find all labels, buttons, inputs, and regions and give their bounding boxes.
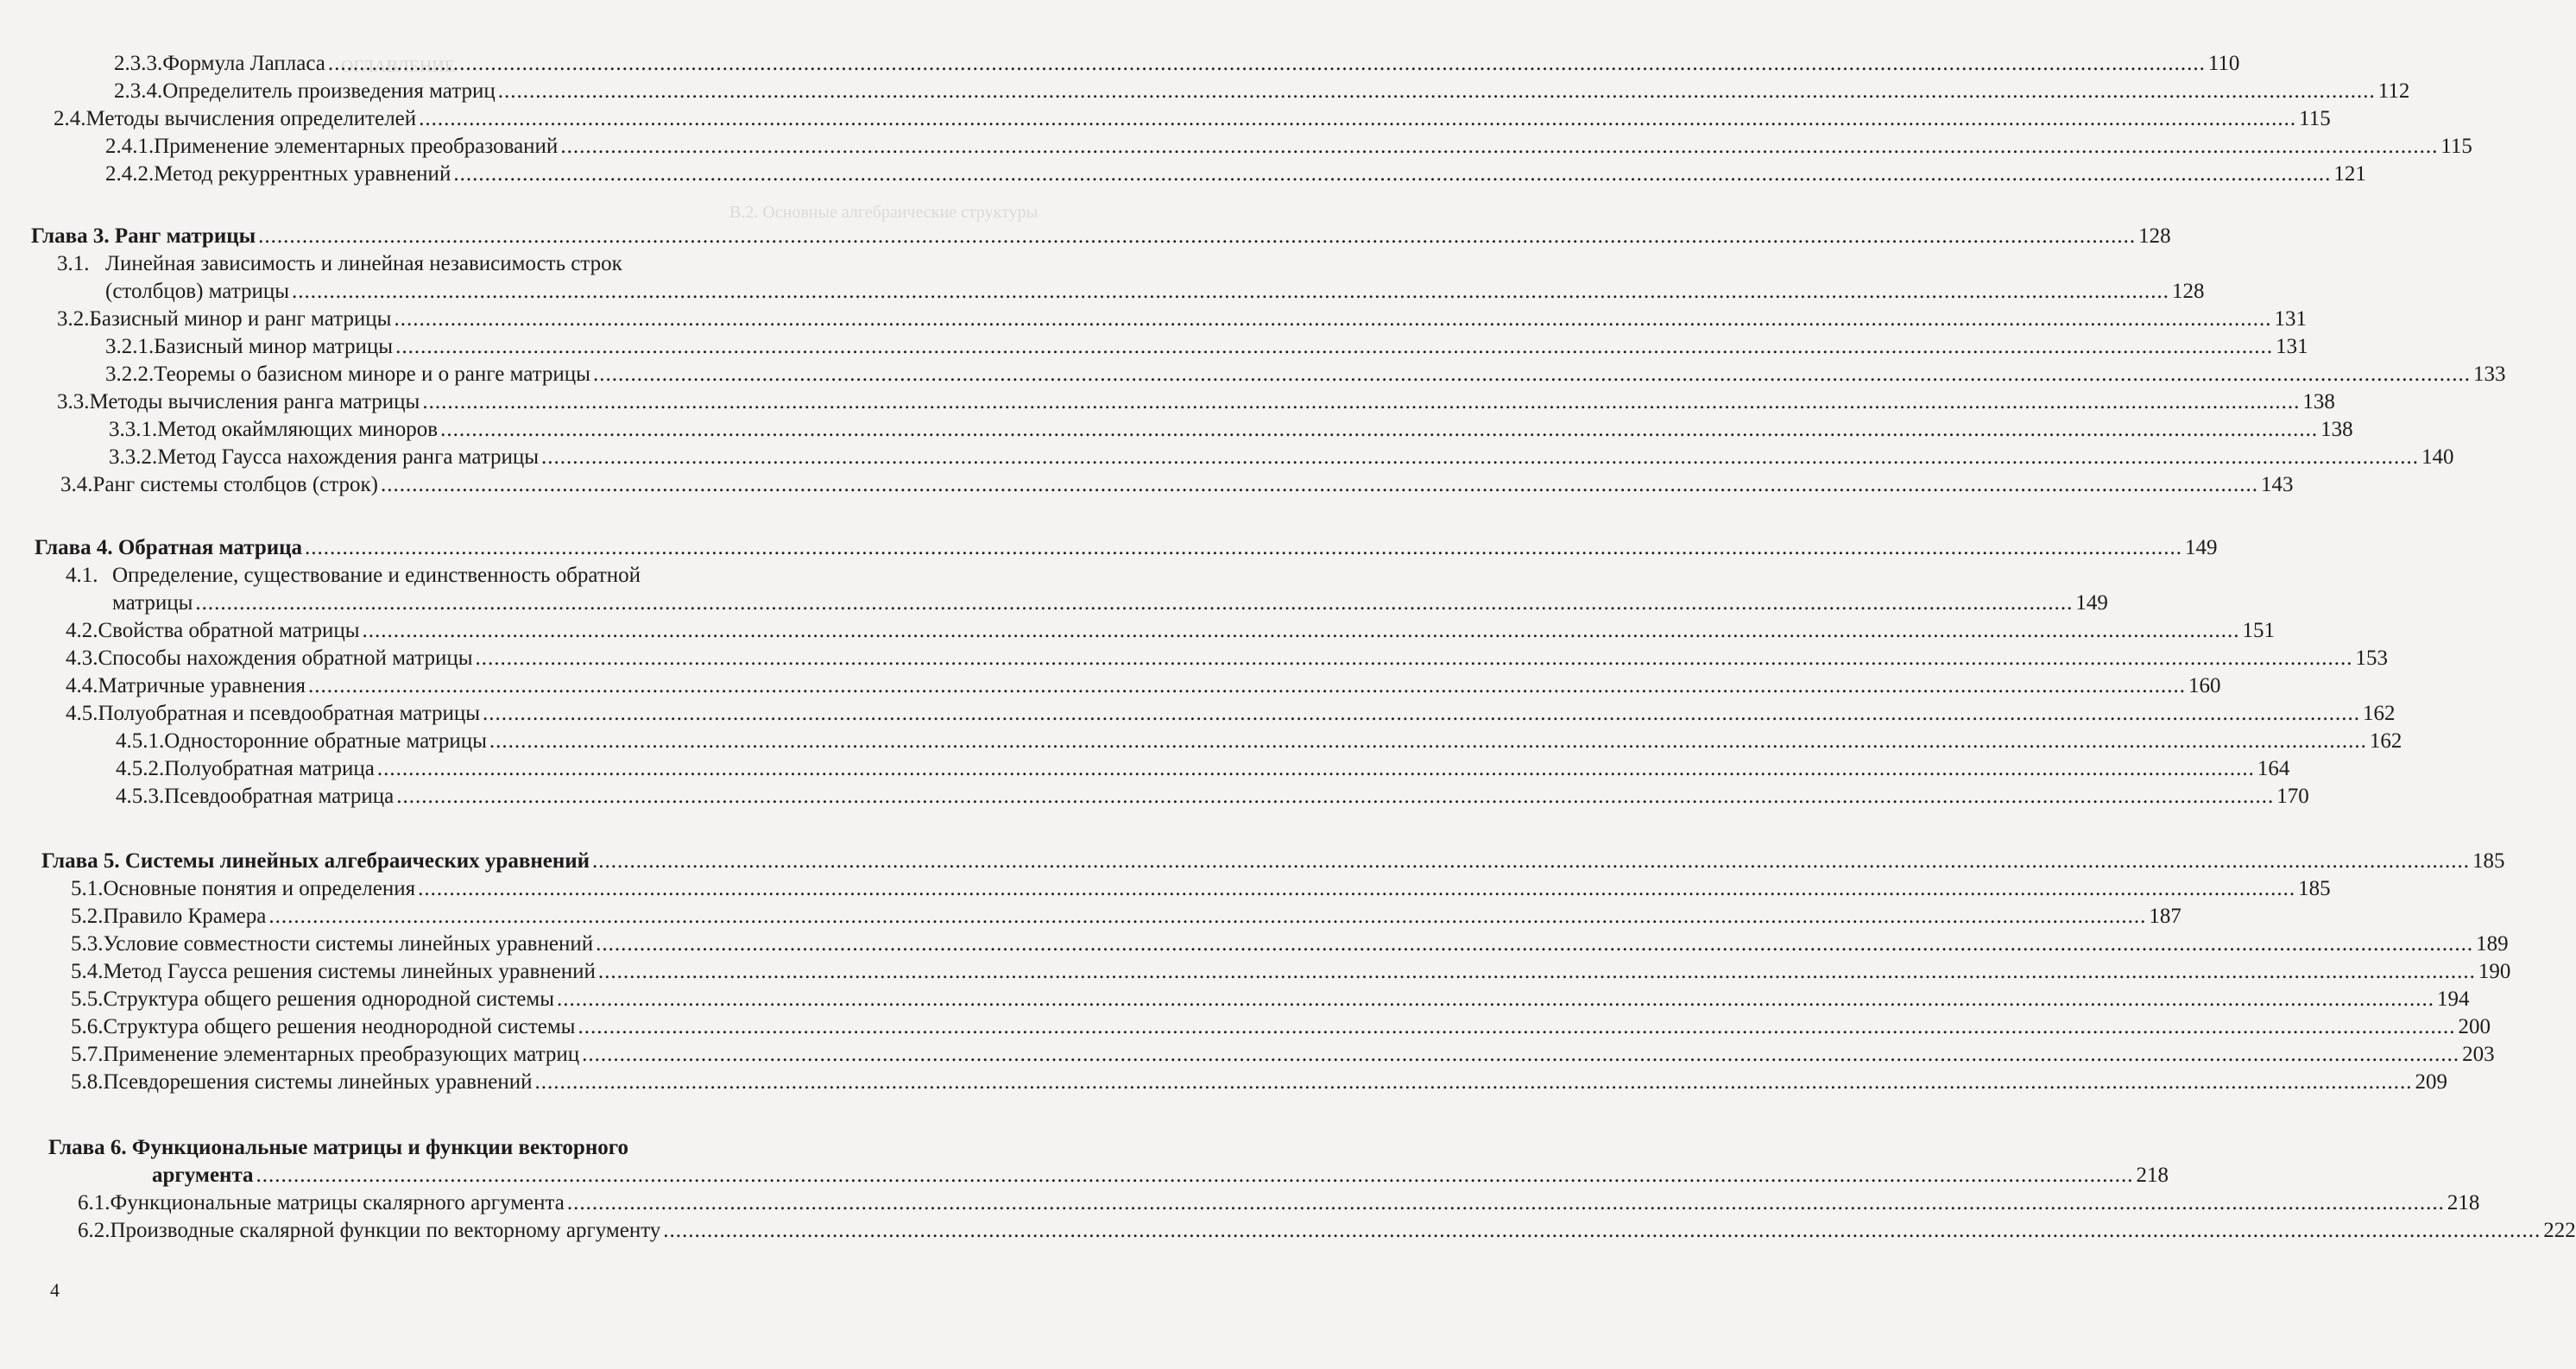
toc-entry-number: 6.2. xyxy=(78,1219,110,1242)
toc-entry-page: 115 xyxy=(2299,107,2331,130)
dot-leader xyxy=(377,755,2255,783)
dot-leader xyxy=(418,875,2295,903)
toc-entry[interactable] xyxy=(66,617,2276,645)
toc-entry-number: 3.3.1. xyxy=(109,418,158,441)
toc-chapter[interactable] xyxy=(152,1162,2169,1189)
dot-leader xyxy=(256,1162,2134,1189)
toc-entry[interactable] xyxy=(60,471,2294,499)
toc-entry[interactable] xyxy=(109,416,2353,444)
toc-entry[interactable] xyxy=(114,78,2410,105)
toc-entry-number: 2.4. xyxy=(54,107,86,130)
page-number: 4 xyxy=(50,1279,60,1301)
toc-entry[interactable] xyxy=(116,755,2290,783)
toc-entry-title: Формула Лапласа xyxy=(162,52,325,75)
toc-entry-number: 3.2.2. xyxy=(105,363,155,386)
toc-entry-page: 162 xyxy=(2369,729,2402,753)
toc-entry-page: 209 xyxy=(2415,1070,2448,1094)
toc-entry[interactable] xyxy=(54,105,2331,133)
toc-entry-page: 133 xyxy=(2472,363,2506,386)
toc-entry-title: Основные понятия и определения xyxy=(103,877,416,900)
toc-entry-number: 5.7. xyxy=(71,1043,104,1066)
dot-leader xyxy=(308,672,2186,700)
toc-entry-number: 4.5.1. xyxy=(116,729,165,753)
dot-leader xyxy=(567,1189,2445,1217)
toc-entry-title: Псевдообратная матрица xyxy=(164,785,395,808)
toc-entry-page: 112 xyxy=(2377,79,2410,103)
dot-leader xyxy=(593,361,2471,388)
toc-entry-page: 149 xyxy=(2075,591,2108,615)
toc-entry-number: 6.1. xyxy=(78,1191,110,1214)
toc-entry-title: Структура общего решения неоднородной системы xyxy=(103,1015,576,1038)
toc-entry[interactable] xyxy=(71,903,2181,931)
dot-leader xyxy=(258,223,2136,250)
toc-entry-page: 128 xyxy=(2172,280,2205,303)
dot-leader xyxy=(440,416,2318,444)
book-page: ОГЛАВЛЕНИЕ В.2. Основные алгебраические структуры 2.3.3. Формула Лапласа ..... 110 2.3.4. Определитель произведения матриц ..... 112 2.4. Методы вычисления определителей ..... 115 2.4.1. Применение элементарных преобразований ..... 115 2.4.2. Метод рекуррентных уравнений ..... 121 Глава 3. Ранг матрицы ..... 128 3.1. Линейная зависимость и линейная независимость строк (столбцов) матрицы ..... 128 3.2. Базисный минор и ранг матрицы ..... 131 3.2.1. Базисный минор матрицы ..... 131 3.2.2. Теоремы о базисном миноре и о ранге матрицы ..... 133 3.3. Методы вычисления ранга матрицы ..... 138 3.3.1. Метод окаймляющих миноров ..... 138 3.3.2. Метод Гаусса нахождения ранга матрицы ..... 140 3.4. Ранг системы столбцов (строк) ..... 143 Глава 4. Обратная матрица ..... 149 4.1. Определение, существование и единственность обратной матрицы ..... 149 4.2. Свойства обратной матрицы ..... 151 4.3. Способы нахождения обратной матрицы ..... 153 4.4. Матричные уравнения ..... 160 4.5. Полуобратная и псевдообратная матрицы ..... 162 4.5.1. Односторонние обратные матрицы ..... 162 4.5.2. Полуобратная матрица ..... 164 4.5.3. Псевдообратная матрица ..... 170 Глава 5. Системы линейных алгебраических уравнений ..... 185 5.1. Основные понятия и определения ..... 185 5.2. Правило Крамера ..... 187 5.3. Условие совместности системы линейных уравнений ..... 189 5.4. Метод Гаусса решения системы линейных уравнений ..... 190 5.5. Структура общего решения однородной системы ..... 194 5.6. Структура общего решения неоднородной системы ..... 200 5.7. Применение элементарных преобразующих матриц ..... 203 5.8. Псевдорешения системы линейных уравнений ..... 209 Глава 6. Функциональные матрицы и функции векторного аргумента ..... 218 6.1. Функциональные матрицы скалярного аргумента ..... 218 6.2. Производные скалярной функции по векторному аргументу ..... 222 4 xyxy=(0,0,859,1369)
dot-leader xyxy=(489,728,2367,755)
toc-entry[interactable] xyxy=(105,333,2308,361)
toc-entry-title-wrapped: Линейная зависимость и линейная независимость строк xyxy=(105,252,622,275)
toc-entry-page: 151 xyxy=(2242,619,2276,642)
toc-entry[interactable] xyxy=(57,388,2335,416)
toc-entry-title: Методы вычисления определителей xyxy=(85,107,417,130)
toc-entry-number: 5.1. xyxy=(71,877,104,900)
toc-entry[interactable] xyxy=(71,875,2331,903)
toc-entry-title: Способы нахождения обратной матрицы xyxy=(98,647,473,670)
toc-entry[interactable] xyxy=(71,1069,2448,1096)
toc-entry[interactable] xyxy=(71,1041,2495,1069)
toc-entry-number: 5.8. xyxy=(71,1070,104,1094)
toc-entry-title: Псевдорешения системы линейных уравнений xyxy=(103,1070,533,1094)
chapter-title: Глава 4. Обратная матрица xyxy=(35,536,303,559)
toc-entry-page: 138 xyxy=(2320,418,2353,441)
toc-entry-number: 2.4.2. xyxy=(105,162,155,186)
dot-leader xyxy=(596,931,2473,958)
toc-entry[interactable] xyxy=(71,931,2509,958)
toc-entry[interactable] xyxy=(78,1189,2480,1217)
toc-entry-number: 3.4. xyxy=(60,473,93,496)
toc-entry-number: 4.1. xyxy=(66,564,98,587)
toc-entry[interactable] xyxy=(105,278,2205,306)
dot-leader xyxy=(395,333,2273,361)
toc-entry-title: Полуобратная матрица xyxy=(164,757,375,780)
toc-entry[interactable] xyxy=(105,361,2506,388)
chapter-title: Глава 3. Ранг матрицы xyxy=(31,224,256,248)
dot-leader xyxy=(422,388,2300,416)
toc-entry-title: Односторонние обратные матрицы xyxy=(164,729,487,753)
toc-entry-page: 138 xyxy=(2302,390,2335,413)
toc-entry-number: 5.3. xyxy=(71,932,104,956)
dot-leader xyxy=(498,78,2376,105)
toc-entry-title: Теоремы о базисном миноре и о ранге матрицы xyxy=(154,363,590,386)
toc-entry-page: 200 xyxy=(2458,1015,2491,1038)
dot-leader xyxy=(394,306,2271,333)
toc-entry-number: 4.5.3. xyxy=(116,785,165,808)
dot-leader xyxy=(578,1013,2455,1041)
toc-entry-number: 4.5. xyxy=(66,702,98,725)
chapter-title: Глава 5. Системы линейных алгебраических уравнений xyxy=(41,849,590,873)
dot-leader xyxy=(419,105,2296,133)
toc-entry-title: Определитель произведения матриц xyxy=(162,79,496,103)
toc-entry-page: 170 xyxy=(2276,785,2309,808)
toc-entry-title: Метод Гаусса решения системы линейных уравнений xyxy=(103,960,596,983)
dot-leader xyxy=(363,617,2240,645)
toc-entry-number: 3.1. xyxy=(57,252,90,275)
toc-entry-page: 189 xyxy=(2476,932,2509,956)
dot-leader xyxy=(541,444,2419,471)
toc-entry-page: 187 xyxy=(2149,905,2181,928)
toc-entry-page: 131 xyxy=(2274,307,2307,331)
toc-entry-page: 185 xyxy=(2298,877,2331,900)
toc-entry-page: 149 xyxy=(2185,536,2218,559)
toc-entry-title: Применение элементарных преобразующих матриц xyxy=(103,1043,580,1066)
dot-leader xyxy=(483,700,2360,728)
dot-leader xyxy=(557,986,2434,1013)
toc-entry-number: 3.2.1. xyxy=(105,335,155,358)
toc-entry-number: 4.4. xyxy=(66,674,98,697)
toc-entry-number: 4.2. xyxy=(66,619,98,642)
dot-leader xyxy=(305,534,2182,562)
toc-entry-title: Производные скалярной функции по векторному аргументу xyxy=(110,1219,661,1242)
dot-leader xyxy=(292,278,2169,306)
toc-entry-title: Применение элементарных преобразований xyxy=(154,135,559,158)
toc-entry-title-wrapped: Определение, существование и единственность обратной xyxy=(112,564,641,587)
toc-entry-page: 160 xyxy=(2188,674,2221,697)
toc-entry-number: 2.4.1. xyxy=(105,135,155,158)
dot-leader xyxy=(268,903,2146,931)
toc-entry-title: Функциональные матрицы скалярного аргумента xyxy=(110,1191,565,1214)
dot-leader xyxy=(598,958,2476,986)
toc-entry-page: 110 xyxy=(2207,52,2240,75)
toc-entry[interactable] xyxy=(66,645,2389,672)
toc-entry-title: Полуобратная и псевдообратная матрицы xyxy=(98,702,481,725)
chapter-title: аргумента xyxy=(152,1164,254,1187)
toc-entry-number: 5.4. xyxy=(71,960,104,983)
dot-leader xyxy=(396,783,2274,811)
toc-entry-page: 162 xyxy=(2363,702,2396,725)
dot-leader xyxy=(663,1217,2541,1245)
dot-leader xyxy=(453,161,2331,188)
toc-entry-page: 185 xyxy=(2472,849,2505,873)
toc-entry[interactable] xyxy=(105,161,2366,188)
toc-entry-page: 194 xyxy=(2437,987,2470,1011)
toc-entry-title: (столбцов) матрицы xyxy=(105,280,290,303)
toc-entry-title: Метод Гаусса нахождения ранга матрицы xyxy=(157,445,540,469)
toc-entry-page: 115 xyxy=(2440,135,2472,158)
dot-leader xyxy=(560,133,2438,161)
toc-entry-page: 203 xyxy=(2462,1043,2495,1066)
toc-entry-title: Правило Крамера xyxy=(103,905,267,928)
toc-entry[interactable] xyxy=(116,728,2402,755)
toc-entry[interactable] xyxy=(78,1217,2576,1245)
chapter-title-wrapped: Глава 6. Функциональные матрицы и функции векторного xyxy=(48,1136,628,1159)
toc-entry-page: 131 xyxy=(2276,335,2308,358)
toc-chapter[interactable] xyxy=(41,848,2505,875)
toc-entry[interactable] xyxy=(105,133,2472,161)
toc-entry-page: 164 xyxy=(2257,757,2290,780)
toc-entry-title: Базисный минор матрицы xyxy=(154,335,394,358)
toc-entry-number: 3.3.2. xyxy=(109,445,158,469)
toc-entry-page: 218 xyxy=(2447,1191,2480,1214)
toc-entry-title: Свойства обратной матрицы xyxy=(98,619,360,642)
toc-entry-title: Структура общего решения однородной системы xyxy=(103,987,554,1011)
toc-entry-page: 140 xyxy=(2421,445,2454,469)
toc-entry-title: Ранг системы столбцов (строк) xyxy=(92,473,378,496)
dot-leader xyxy=(535,1069,2413,1096)
toc-entry-number: 5.6. xyxy=(71,1015,104,1038)
dot-leader xyxy=(582,1041,2459,1069)
toc-entry-number: 2.3.4. xyxy=(114,79,163,103)
toc-entry-number: 5.2. xyxy=(71,905,104,928)
toc-entry-number: 3.2. xyxy=(57,307,90,331)
toc-entry-title: Матричные уравнения xyxy=(98,674,306,697)
toc-entry[interactable] xyxy=(112,590,2108,617)
dot-leader xyxy=(592,848,2470,875)
toc-entry-page: 190 xyxy=(2478,960,2511,983)
toc-entry-number: 5.5. xyxy=(71,987,104,1011)
toc-entry-title: Условие совместности системы линейных уравнений xyxy=(103,932,594,956)
toc-entry[interactable] xyxy=(116,783,2309,811)
toc-entry-page: 128 xyxy=(2138,224,2171,248)
toc-entry-number: 2.3.3. xyxy=(114,52,163,75)
toc-entry-number: 4.5.2. xyxy=(116,757,165,780)
toc-entry-title: Метод окаймляющих миноров xyxy=(157,418,439,441)
toc-entry-page: 218 xyxy=(2136,1164,2169,1187)
toc-entry-number: 3.3. xyxy=(57,390,90,413)
toc-entry[interactable] xyxy=(66,700,2396,728)
toc-entry[interactable] xyxy=(66,672,2221,700)
toc-entry[interactable] xyxy=(109,444,2454,471)
toc-entry-page: 222 xyxy=(2543,1219,2576,1242)
toc-entry-page: 153 xyxy=(2355,647,2389,670)
toc-entry-page: 143 xyxy=(2260,473,2294,496)
toc-entry-number: 4.3. xyxy=(66,647,98,670)
toc-entry[interactable] xyxy=(71,986,2470,1013)
toc-entry[interactable] xyxy=(57,306,2307,333)
toc-entry-title: Базисный минор и ранг матрицы xyxy=(89,307,392,331)
dot-leader xyxy=(195,590,2073,617)
toc-chapter[interactable] xyxy=(31,223,2171,250)
toc-entry-title: Метод рекуррентных уравнений xyxy=(154,162,451,186)
toc-entry-title: матрицы xyxy=(112,591,193,615)
toc-entry[interactable] xyxy=(71,1013,2491,1041)
toc-entry-title: Методы вычисления ранга матрицы xyxy=(89,390,420,413)
dot-leader xyxy=(476,645,2353,672)
toc-entry[interactable] xyxy=(71,958,2511,986)
toc-entry-page: 121 xyxy=(2333,162,2366,186)
toc-chapter[interactable] xyxy=(35,534,2218,562)
toc-entry[interactable] xyxy=(114,50,2240,78)
dot-leader xyxy=(328,50,2206,78)
dot-leader xyxy=(381,471,2258,499)
